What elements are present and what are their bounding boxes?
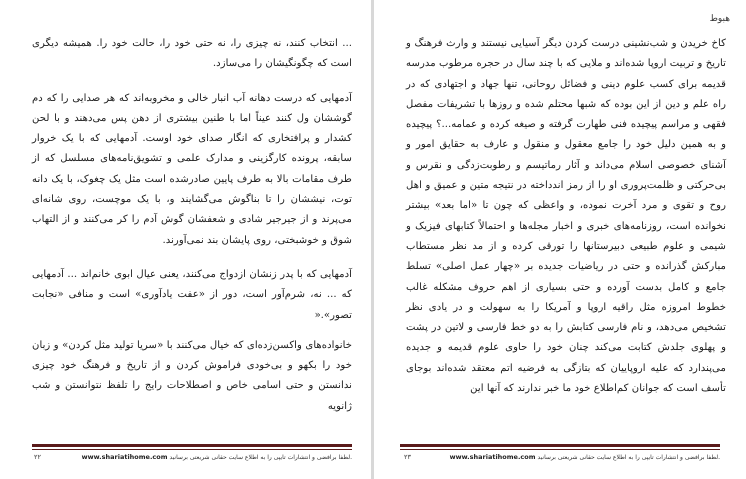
- left-page-body: [32, 34, 352, 431]
- paragraph: ... انتخاب کنند، نه چیزی را، نه حتی خود را، حالت خود را. همیشه دیگری است که چگونگیشان را می‌سازد.: [32, 38, 352, 70]
- page-footer: [82, 453, 352, 461]
- page-footer: [450, 453, 720, 461]
- paragraph: آدمهایی که درست دهانه آب انبار خالی و مخروبه‌اند که هر صدایی را که دم گوششان ول کنند عیناً اما با طنین بیشتری از دهن پس می‌دهند و با لحن کشدار و پرافتخاری که انگار صدای خود اوست. آدمهایی که با یک خروار سابقه، پرونده کارگزینی و مدارک علمی و تشویق‌نامه‌های مسلسل که از طرف مقامات بالا به طرف پایین صادرشده است مثل یک چغوک، با یک دانه توت، نیششان را تا بناگوش می‌گشایند و، با یک موچست، روی شانه‌ای می‌پرند و از جیرجیر شادی و شعفشان گوش آدم را کر می‌کنند و از التهاب شوق و خوشبختی، روی پایشان بند نمی‌آورند.: [32, 92, 352, 246]
- footer-site-link[interactable]: www.shariatihome.com: [449, 453, 536, 461]
- right-page: [374, 0, 746, 479]
- left-page: [0, 0, 372, 479]
- right-page-body: [406, 34, 726, 413]
- page-number: ۲۳: [404, 453, 411, 461]
- running-header: هبوط: [709, 14, 730, 24]
- footer-notice: لطفا برافضی و انتشارات تایپی را به اطلاع سایت حقانی شریعتی برسانید.: [169, 454, 352, 461]
- paragraph: خانواده‌های واکسن‌زده‌ای که خیال می‌کنند با «سریا تولید مثل کردن» و زبان خود را بکهو و بی‌خودی فراموش کردن و از تاریخ و فرهنگ خود چیزی ندانستن و حتی اسامی خاص و اصطلاحات رایج را تلفظ نتوانستن و شب ژانویه: [32, 339, 352, 412]
- paragraph: آدمهایی که با پدر زنشان ازدواج می‌کنند، یعنی عیال ابوی خانم‌اند ... آدمهایی که ... نه، شرم‌آور است، دور از «عفت یادآوری» است و منافی «نجابت تصور».«: [32, 268, 352, 321]
- footer-rule-thin: [32, 449, 352, 450]
- footer-rule-thin: [400, 449, 720, 450]
- footer-rule: [400, 444, 720, 447]
- footer-rule: [32, 444, 352, 447]
- footer-site-link[interactable]: www.shariatihome.com: [81, 453, 168, 461]
- paragraph: کاخ خریدن و شب‌نشینی درست کردن دیگر آسیایی نیستند و وارث فرهنگ و تاریخ و تربیت اروپا شده‌اند و ملایی که با چند سال در حجره مرطوب مدرسه قدیمه برای کسب علوم دینی و فضائل روحانی، تنها جهاد و اجتهادی که در راه علم و دین از این بوده که شبها محتلم شده و روزها با تشریفات مفصل فقهی و مراسم پیچیده فنی طهارت گرفته و صیغه کرده و عمامه...؟ پیچیده و به همین دلیل خود را جامع معقول و منقول و عارف به حقایق امور و آشنای خصوصی اسلام می‌داند و آثار رماتیسم و رطوبت‌زدگی و نقرس و بی‌حرکتی و ظلمت‌پروری او را از رمز اندداخته در نتیجه متین و عمیق و اهل روح و تقوی و مرد آخرت نموده، و واعظی که چون تا «اما بعد» بیشتر نخوانده است، روزنامه‌های خبری و اخبار مجله‌ها و احتمالاً کتابهای فیزیک و شیمی و علوم طبیعی دبیرستانها را تورقی کرده و از مد نظر مستطاب مبارکش گذرانده و حتی در ریاضیات جدیده بر «چهار عمل اصلی» تسلط جامع و کامل بدست آورده و حتی بسیاری از اهم حروف مشکله غالب خطوط امروزه مثل راقیه اروپا و آمریکا را به سهولت و در یادی نظر تشخیص می‌دهد، و نام فارسی کتابش را به دو خط فارسی و لاتین در پشت و پهلوی جلدش کتابت می‌کند چنان خود را حاوی علوم قدیمه و جدیده می‌پندارد که علیه اروپاییان که بتازگی به فرضیه اتم معتقد شده‌اند بوجای تأسف است که جوانان کم‌اطلاع خود ما خبر ندارند که آنها این: [406, 38, 726, 395]
- footer-notice: لطفا برافضی و انتشارات تایپی را به اطلاع سایت حقانی شریعتی برسانید.: [537, 454, 720, 461]
- page-number: ۲۲: [34, 453, 41, 461]
